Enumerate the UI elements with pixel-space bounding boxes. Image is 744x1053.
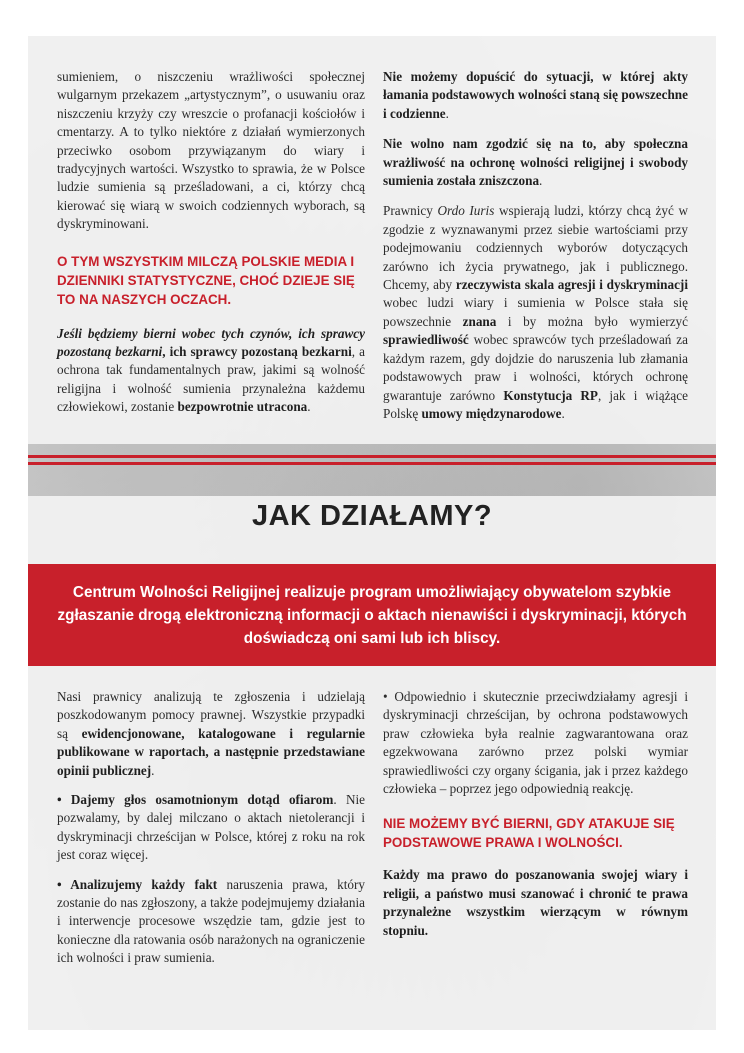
- divider-stripe: [28, 462, 716, 465]
- bold-text: rzeczywista skala agresji i dyskryminacji: [455, 277, 688, 293]
- bottom-left-column: [57, 688, 365, 979]
- text: i by można było wymierzyć: [496, 313, 688, 329]
- bold-text: Konstytucja RP: [503, 387, 598, 403]
- text: .: [151, 762, 155, 778]
- text: .: [561, 405, 565, 421]
- bold-text: , ich sprawcy pozostaną bezkarni: [162, 344, 352, 360]
- bold-text: Każdy ma prawo do poszanowania swojej wiary i religii, a państwo musi szanować i chronić te prawa przynależne wszystkim wierzącym w równym stopniu.: [383, 867, 688, 938]
- text: .: [445, 105, 449, 121]
- bold-text: umowy międzynarodowe: [421, 405, 562, 421]
- text: . Nie pozwalamy, by dalej milczano o aktach nietolerancji i dyskryminacji chrześcijan w Polsce, której z roku na rok jest coraz więcej.: [57, 792, 365, 863]
- bullet-item: [57, 876, 365, 968]
- red-callout: O TYM WSZYSTKIM MILCZĄ POLSKIE MEDIA I DZIENNIKI STATYSTYCZNE, CHOĆ DZIEJE SIĘ TO NA NASZYCH OCZACH.: [57, 253, 355, 307]
- text: .: [539, 173, 543, 189]
- banner-text: Centrum Wolności Religijnej realizuje program umożliwiający obywatelom szybkie zgłaszanie drogą elektroniczną informacji o aktach nienawiści i dyskryminacji, których doświadczą oni sami lub ich bliscy.: [57, 583, 687, 647]
- bold-text: • Dajemy głos osamotnionym dotąd ofiarom: [57, 792, 334, 808]
- text: wspierają ludzi, którzy chcą żyć w zgodzie z wyznawanymi przez siebie wartościami przy podejmowaniu codziennych wyborów dotyczących zarówno ich życia prywatnego, jak i publicznego. Chcemy, aby: [383, 203, 688, 293]
- paragraph: [383, 202, 688, 423]
- bold-text: Nie wolno nam zgodzić się na to, aby społeczna wrażliwość na ochronę wolności religijnej i swobody sumienia została zniszczona: [383, 136, 688, 189]
- top-left-column: [57, 68, 365, 428]
- bold-text: bezpowrotnie utracona: [177, 399, 308, 415]
- italic-text: Ordo Iuris: [437, 203, 495, 219]
- text: wobec sprawców tych prześladowań za każdym razem, gdy dojdzie do naruszenia lub złamania podstawowych praw i wolności, których ochronę gwarantuje zarówno: [383, 332, 688, 403]
- top-right-column: [383, 68, 688, 434]
- section-heading: JAK DZIAŁAMY?: [251, 500, 493, 532]
- bullet-item: [57, 791, 365, 865]
- text: Nasi prawnicy analizują te zgłoszenia i udzielają poszkodowanym pomocy prawnej. Wszystkie przypadki są: [57, 689, 365, 741]
- paragraph: [383, 866, 688, 940]
- red-banner: [28, 564, 716, 666]
- text: .: [307, 399, 311, 415]
- paragraph: [383, 135, 688, 190]
- bold-text: Nie możemy dopuścić do sytuacji, w której akty łamania podstawowych wolności staną się powszechne i codzienne: [383, 69, 688, 121]
- bold-text: ewidencjonowane, katalogowane i regularnie publikowane w raportach, a następnie przedstawiane opinii publicznej: [57, 725, 365, 778]
- bottom-right-column: [383, 688, 688, 951]
- red-callout: NIE MOŻEMY BYĆ BIERNI, GDY ATAKUJE SIĘ PODSTAWOWE PRAWA I WOLNOŚCI.: [383, 816, 675, 851]
- paragraph: [57, 325, 365, 417]
- text: wobec ludzi wiary i sumienia w Polsce stała się powszechnie: [383, 295, 688, 329]
- text: naruszenia prawa, który zostanie do nas zgłoszony, a także podejmujemy działania i interwencje procesowe wszędzie tam, gdzie jest to konieczne dla ratowania osób narażonych na ograniczenie ich wolności i praw sumienia.: [57, 876, 365, 966]
- text: Prawnicy: [383, 203, 438, 219]
- bold-text: znana: [462, 313, 497, 329]
- bold-text: Jeśli będziemy bierni wobec tych czynów, ich sprawcy pozostaną bezkarni: [57, 325, 365, 360]
- paragraph: [57, 688, 365, 780]
- text: , jak i wiążące Polskę: [383, 387, 688, 421]
- text: , a ochrona tak fundamentalnych praw, jakimi są wolność religijna i wolność sumienia przynależna każdemu człowiekowi, zostanie: [57, 344, 365, 415]
- divider-stripe: [28, 455, 716, 458]
- bold-text: sprawiedliwość: [383, 332, 469, 348]
- paragraph: [383, 68, 688, 123]
- bullet-item: • Odpowiednio i skutecznie przeciwdziałamy agresji i dyskryminacji chrześcijan, by ochrona podstawowych praw człowieka była realnie zagwarantowana oraz egzekwowana zarówno przez polski wymiar sprawiedliwości czy organy ścigania, jak i przez każdego człowieka – poprzez jego odpowiednią reakcję.: [383, 689, 688, 797]
- bold-text: • Analizujemy każdy fakt: [57, 876, 218, 892]
- paragraph: sumieniem, o niszczeniu wrażliwości społecznej wulgarnym przekazem „artystycznym”, o usuwaniu oraz niszczeniu krzyży czy wreszcie o profanacji kościołów i cmentarzy. A to tylko niektóre z działań wymierzonych przeciwko osobom przywiązanym do wiary i tradycyjnych wartości. Wszystko to sprawia, że w Polsce ludzie sumienia są prześladowani, a ci, którzy chcą kierować się wiarą w swoich codziennych wyborach, są dyskryminowani.: [57, 69, 365, 232]
